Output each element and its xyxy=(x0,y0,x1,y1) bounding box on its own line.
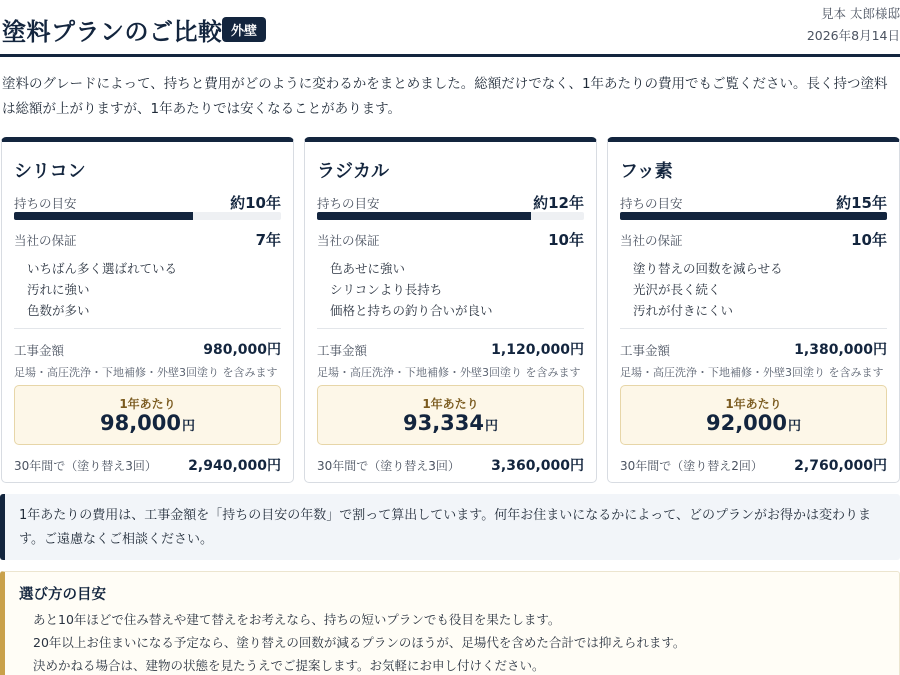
list-item: いちばん多く選ばれている xyxy=(27,261,178,276)
list-item: 決めかねる場合は、建物の状態を見たうえでご提案します。お気軽にお申し付けください。 xyxy=(33,658,545,673)
list-item: 色数が多い xyxy=(27,303,90,318)
durability-value: 約12年 xyxy=(533,194,584,212)
per-year-label: 1年あたり xyxy=(119,397,176,411)
durability-row xyxy=(14,192,281,212)
yen-unit: 円 xyxy=(788,419,802,434)
durability-value: 約15年 xyxy=(836,194,887,212)
list-item: 光沢が長く続く xyxy=(633,282,721,297)
total-row xyxy=(317,454,584,474)
per-year-box xyxy=(620,385,887,445)
per-year-box xyxy=(14,385,281,445)
cost-note: 足場・高圧洗浄・下地補修・外壁3回塗り を含みます xyxy=(317,366,581,379)
per-year-value xyxy=(621,411,886,435)
total-row xyxy=(620,454,887,474)
cost-row xyxy=(317,339,584,359)
category-badge: 外壁 xyxy=(222,17,266,42)
warranty-row xyxy=(620,229,887,249)
durability-label: 持ちの目安 xyxy=(14,196,77,211)
total-row xyxy=(14,454,281,474)
list-item: 20年以上お住まいになる予定なら、塗り替えの回数が減るプランのほうが、足場代を含めた合計では抑えられます。 xyxy=(33,635,686,650)
warranty-row xyxy=(14,229,281,249)
list-item: シリコンより長持ち xyxy=(330,282,443,297)
list-item: 価格と持ちの釣り合いが良い xyxy=(330,303,493,318)
warranty-row xyxy=(317,229,584,249)
per-year-value xyxy=(15,411,280,435)
divider xyxy=(620,328,887,329)
info-note: 1年あたりの費用は、工事金額を「持ちの目安の年数」で割って算出しています。何年お住まいになるかによって、どのプランがお得かは変わります。ご遠慮なくご相談ください。 xyxy=(0,494,900,560)
divider xyxy=(317,328,584,329)
durability-row xyxy=(620,192,887,212)
cost-label: 工事金額 xyxy=(620,343,671,358)
plan-card-fluorine xyxy=(607,137,900,483)
total-value: 3,360,000円 xyxy=(491,458,584,474)
total-label: 30年間で（塗り替え3回） xyxy=(14,459,157,473)
list-item: 汚れに強い xyxy=(27,282,90,297)
cost-label: 工事金額 xyxy=(14,343,65,358)
divider xyxy=(14,328,281,329)
cost-value: 1,120,000円 xyxy=(491,342,584,358)
list-item: 色あせに強い xyxy=(330,261,406,276)
list-item: 汚れが付きにくい xyxy=(633,303,734,318)
cost-value: 1,380,000円 xyxy=(794,342,887,358)
total-value: 2,940,000円 xyxy=(188,458,281,474)
cost-row xyxy=(14,339,281,359)
cost-note: 足場・高圧洗浄・下地補修・外壁3回塗り を含みます xyxy=(620,366,884,379)
durability-bar xyxy=(14,212,281,220)
yen-unit: 円 xyxy=(182,419,196,434)
warranty-value: 7年 xyxy=(255,231,281,249)
per-year-value xyxy=(318,411,583,435)
total-label: 30年間で（塗り替え2回） xyxy=(620,459,763,473)
customer-name: 見本 太郎様邸 xyxy=(821,6,900,21)
page-header xyxy=(0,0,900,57)
durability-bar-fill xyxy=(14,212,193,220)
per-year-amount: 93,334 xyxy=(402,411,485,435)
per-year-box xyxy=(317,385,584,445)
per-year-label: 1年あたり xyxy=(725,397,782,411)
plan-card-radical xyxy=(304,137,597,483)
warranty-label: 当社の保証 xyxy=(14,233,77,248)
feature-list xyxy=(330,258,493,321)
cost-label: 工事金額 xyxy=(317,343,368,358)
per-year-amount: 92,000 xyxy=(705,411,788,435)
intro-text: 塗料のグレードによって、持ちと費用がどのように変わるかをまとめました。総額だけでなく、1年あたりの費用でもご覧ください。長く持つ塗料は総額が上がりますが、1年あたりでは安くなることがあります。 xyxy=(2,76,888,117)
per-year-label: 1年あたり xyxy=(422,397,479,411)
plan-name: フッ素 xyxy=(620,161,673,182)
durability-bar xyxy=(620,212,887,220)
durability-row xyxy=(317,192,584,212)
plan-card-silicon xyxy=(1,137,294,483)
plan-name: ラジカル xyxy=(317,161,389,182)
total-value: 2,760,000円 xyxy=(794,458,887,474)
cost-row xyxy=(620,339,887,359)
durability-bar-fill xyxy=(620,212,887,220)
durability-bar-fill xyxy=(317,212,531,220)
feature-list xyxy=(633,258,783,321)
warranty-value: 10年 xyxy=(851,231,887,249)
total-label: 30年間で（塗り替え3回） xyxy=(317,459,460,473)
page-title: 塗料プランのご比較 xyxy=(2,18,223,46)
feature-list xyxy=(27,258,177,321)
warranty-label: 当社の保証 xyxy=(317,233,380,248)
guide-title: 選び方の目安 xyxy=(19,587,106,603)
document-date: 2026年8月14日 xyxy=(806,28,900,43)
durability-bar xyxy=(317,212,584,220)
warranty-value: 10年 xyxy=(548,231,584,249)
durability-value: 約10年 xyxy=(230,194,281,212)
document-meta xyxy=(807,3,900,47)
warranty-label: 当社の保証 xyxy=(620,233,683,248)
durability-label: 持ちの目安 xyxy=(620,196,683,211)
guide-list xyxy=(33,608,685,675)
per-year-amount: 98,000 xyxy=(99,411,182,435)
cost-value: 980,000円 xyxy=(203,342,281,358)
list-item: 塗り替えの回数を減らせる xyxy=(633,261,783,276)
plan-name: シリコン xyxy=(14,161,86,182)
list-item: あと10年ほどで住み替えや建て替えをお考えなら、持ちの短いプランでも役目を果たします。 xyxy=(33,612,561,627)
selection-guide xyxy=(0,571,900,675)
durability-label: 持ちの目安 xyxy=(317,196,380,211)
yen-unit: 円 xyxy=(485,419,499,434)
cost-note: 足場・高圧洗浄・下地補修・外壁3回塗り を含みます xyxy=(14,366,278,379)
